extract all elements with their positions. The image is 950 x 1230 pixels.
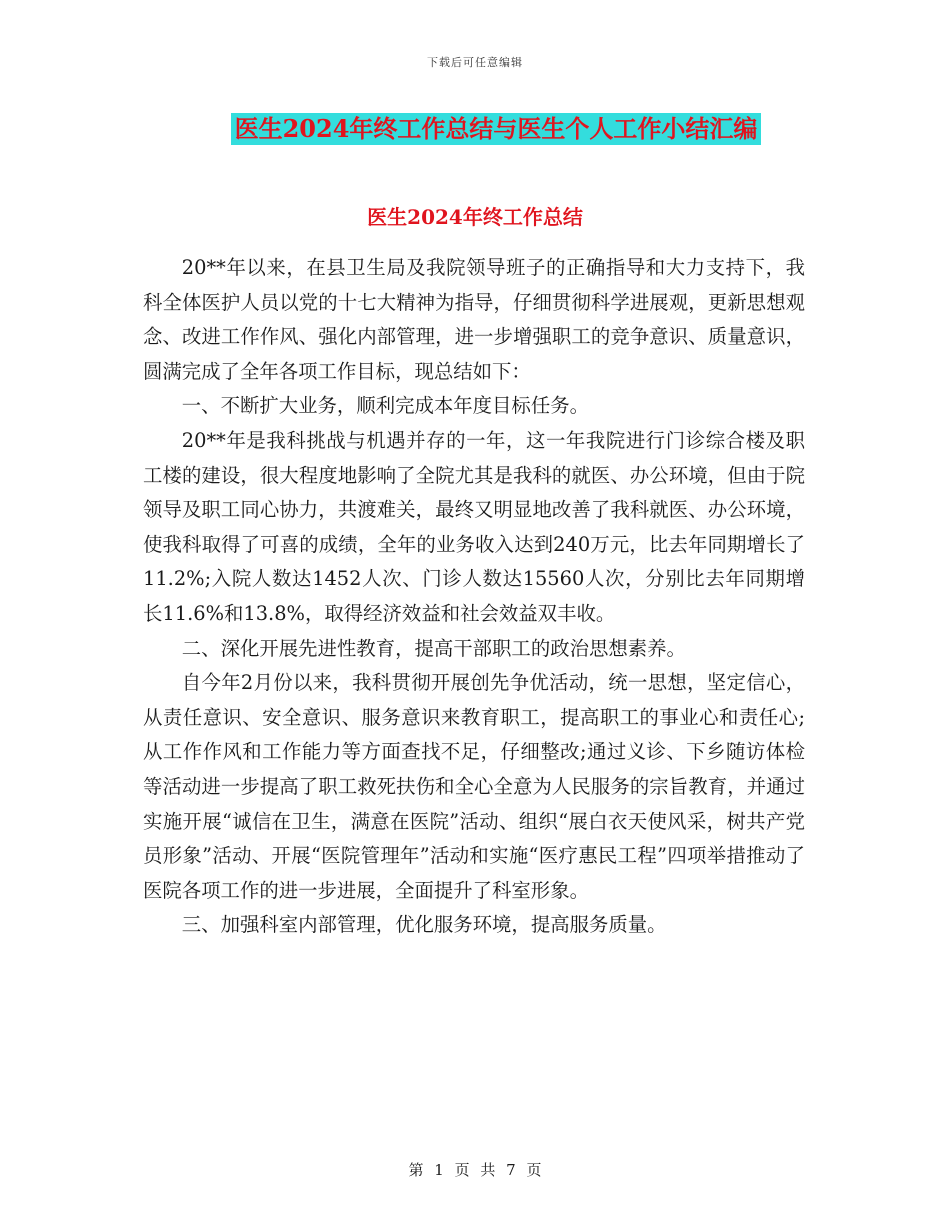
paragraph-intro: 20**年以来，在县卫生局及我院领导班子的正确指导和大力支持下，我科全体医护人员以党的十七大精神为指导，仔细贯彻科学进展观，更新思想观念、改进工作作风、强化内部管理，进一步增强职工的竞争意识、质量意识，圆满完成了全年各项工作目标，现总结如下： [143,256,805,383]
heading-section-3: 三、加强科室内部管理，优化服务环境，提高服务质量。 [181,913,667,937]
paragraph-section-1: 20**年是我科挑战与机遇并存的一年，这一年我院进行门诊综合楼及职工楼的建设，很大程度地影响了全院尤其是我科的就医、办公环境，但由于院领导及职工同心协力，共渡难关，最终又明显地改善了我科就医、办公环境，使我科取得了可喜的成绩，全年的业务收入达到240万元，比去年同期增长了11.2%;入院人数达1452人次、门诊人数达15560人次，分别比去年同期增长11.6%和13.8%，取得经济效益和社会效益双丰收。 [143,428,805,625]
document-title: 医生2024年终工作总结与医生个人工作小结汇编 [231,113,762,145]
section-title: 医生2024年终工作总结 [367,205,583,229]
paragraph-section-2: 自今年2月份以来，我科贯彻开展创先争优活动，统一思想，坚定信心，从责任意识、安全意识、服务意识来教育职工，提高职工的事业心和责任心;从工作作风和工作能力等方面查找不足，仔细整改;通过义诊、下乡随访体检等活动进一步提高了职工救死扶伤和全心全意为人民服务的宗旨教育，并通过实施开展“诚信在卫生，满意在医院”活动、组织“展白衣天使风采，树共产党员形象”活动、开展“医院管理年”活动和实施“医疗惠民工程”四项举措推动了医院各项工作的进一步进展，全面提升了科室形象。 [143,671,805,902]
document-body [143,251,805,943]
page-number: 第 1 页 共 7 页 [408,1161,542,1179]
header-note: 下载后可任意编辑 [427,56,523,69]
main-title-container [0,113,950,145]
heading-section-1: 一、不断扩大业务，顺利完成本年度目标任务。 [181,394,589,418]
heading-section-2: 二、深化开展先进性教育，提高干部职工的政治思想素养。 [181,636,686,660]
